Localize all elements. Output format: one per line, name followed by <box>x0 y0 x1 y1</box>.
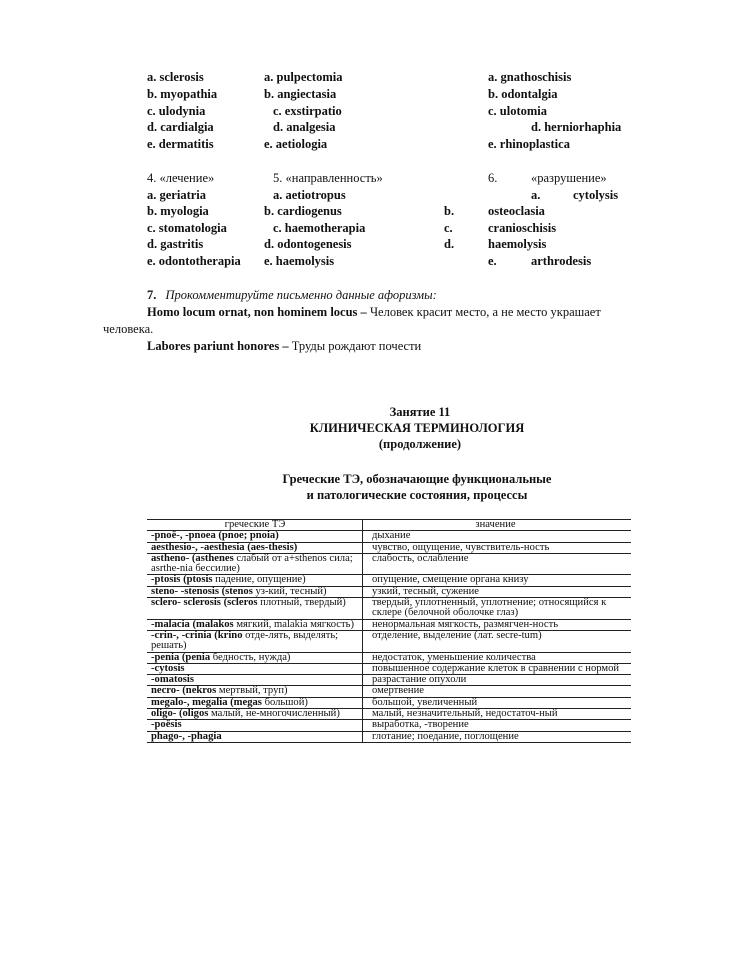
option-6b-letter: b. <box>444 204 455 218</box>
term-text: -penia (penia <box>151 651 211 663</box>
term-text: -ptosis (ptosis <box>151 574 213 586</box>
table-row <box>147 697 631 708</box>
aphorism-1-latin: Homo locum ornat, non hominem locus – <box>147 305 367 319</box>
meaning-cell: разрастание опухоли <box>363 675 632 686</box>
term-text: sclero- sclerosis (scleros <box>151 597 258 609</box>
meaning-cell: большой, увеличенный <box>363 697 632 708</box>
table-row <box>147 675 631 686</box>
section-heading-line2: и патологические состояния, процессы <box>306 488 528 502</box>
term-text: -cytosis <box>151 662 185 674</box>
option-6d: haemolysis <box>488 237 547 251</box>
option-1d: d. cardialgia <box>147 120 214 134</box>
group-heading-4: 4. «лечение» <box>147 171 215 185</box>
option-5d: d. odontogenesis <box>264 237 352 251</box>
table-row <box>147 709 631 720</box>
option-6a-letter: a. <box>531 188 541 202</box>
group-heading-6: «разрушение» <box>531 171 607 185</box>
term-text: -crin-, -crinia (krino <box>151 629 243 641</box>
term-text: steno- -stenosis (stenos <box>151 585 253 597</box>
term-gloss: слабый от a+sthenos сила; asrthe-nia бессилие) <box>151 552 353 575</box>
option-5b: b. cardiogenus <box>264 204 342 218</box>
term-cell <box>147 598 363 620</box>
option-4e: e. odontotherapia <box>147 254 241 268</box>
aphorism-1-translation-cont: человека. <box>103 322 154 336</box>
term-text: -malacia (malakos <box>151 618 234 630</box>
meaning-cell: дыхание <box>363 531 632 542</box>
meaning-cell: ненормальная мягкость, размягчен-ность <box>363 619 632 630</box>
table-row <box>147 686 631 697</box>
option-3d: d. herniorhaphia <box>531 120 622 134</box>
table-row <box>147 619 631 630</box>
table-row <box>147 652 631 663</box>
aphorism-2-translation: Труды рождают почести <box>291 339 422 353</box>
table-row <box>147 553 631 575</box>
term-gloss: плотный, твердый) <box>257 597 346 609</box>
term-cell <box>147 697 363 708</box>
meaning-cell: слабость, ослабление <box>363 553 632 575</box>
meaning-cell: чувство, ощущение, чувствитель-ность <box>363 542 632 553</box>
option-6b: osteoclasia <box>488 204 545 218</box>
term-cell <box>147 675 363 686</box>
term-cell <box>147 720 363 731</box>
term-cell <box>147 553 363 575</box>
option-6c-letter: c. <box>444 221 453 235</box>
meaning-cell: отделение, выделение (лат. secre-tum) <box>363 630 632 652</box>
meaning-cell: глотание; поедание, поглощение <box>363 731 632 742</box>
option-1e: e. dermatitis <box>147 137 214 151</box>
option-2e: e. aetiologia <box>264 137 328 151</box>
term-gloss: малый, не-многочисленный) <box>208 708 340 720</box>
term-text: megalo-, megalia (megas <box>151 696 262 708</box>
option-4d: d. gastritis <box>147 237 204 251</box>
table-row <box>147 575 631 586</box>
table-row <box>147 542 631 553</box>
term-gloss: большой) <box>261 696 308 708</box>
table-row <box>147 598 631 620</box>
lesson-title: Занятие 11 <box>389 405 451 419</box>
term-cell <box>147 619 363 630</box>
option-6a: cytolysis <box>573 188 619 202</box>
term-cell <box>147 542 363 553</box>
option-3a: a. gnathoschisis <box>488 70 572 84</box>
table-header-row <box>147 520 631 531</box>
term-text: phago-, -phagia <box>151 730 222 742</box>
option-6c: cranioschisis <box>488 221 557 235</box>
terms-table <box>147 519 631 743</box>
option-4b: b. myologia <box>147 204 209 218</box>
option-5e: e. haemolysis <box>264 254 335 268</box>
header-terms: греческие ТЭ <box>147 520 363 531</box>
group-heading-5: 5. «направленность» <box>273 171 383 185</box>
option-2c: c. exstirpatio <box>273 104 342 118</box>
meaning-cell: повышенное содержание клеток в сравнении с нормой <box>363 663 632 674</box>
option-2a: a. pulpectomia <box>264 70 343 84</box>
option-3b: b. odontalgia <box>488 87 558 101</box>
meaning-cell: омертвение <box>363 686 632 697</box>
term-cell <box>147 686 363 697</box>
header-meaning: значение <box>363 520 632 531</box>
term-cell <box>147 531 363 542</box>
table-row <box>147 630 631 652</box>
option-1a: a. sclerosis <box>147 70 204 84</box>
meaning-cell: опущение, смещение органа книзу <box>363 575 632 586</box>
option-2d: d. analgesia <box>273 120 336 134</box>
exercise-number: 7. <box>147 288 157 302</box>
term-text: necro- (nekros <box>151 685 217 697</box>
option-4a: a. geriatria <box>147 188 207 202</box>
option-5c: c. haemotherapia <box>273 221 366 235</box>
term-cell <box>147 575 363 586</box>
table-row <box>147 586 631 597</box>
option-4c: c. stomatologia <box>147 221 227 235</box>
term-cell <box>147 731 363 742</box>
meaning-cell: узкий, тесный, сужение <box>363 586 632 597</box>
term-cell <box>147 663 363 674</box>
exercise-task: Прокомментируйте письменно данные афоризмы: <box>165 288 437 302</box>
option-6e-letter: e. <box>488 254 497 268</box>
lesson-note: (продолжение) <box>378 437 462 451</box>
term-gloss: мягкий, malakia мягкость) <box>233 618 354 630</box>
option-1c: c. ulodynia <box>147 104 206 118</box>
term-gloss: уз-кий, тесный) <box>252 585 327 597</box>
group-heading-6-number: 6. <box>488 171 498 185</box>
meaning-cell: недостаток, уменьшение количества <box>363 652 632 663</box>
term-text: -poёsis <box>151 719 182 731</box>
table-row <box>147 531 631 542</box>
section-heading-line1: Греческие ТЭ, обозначающие функциональные <box>282 472 552 486</box>
term-text: -pnoё-, -pnoea (pnoe; pnoia) <box>151 530 279 542</box>
option-6d-letter: d. <box>444 237 455 251</box>
term-cell <box>147 709 363 720</box>
option-5a: a. aetiotropus <box>273 188 346 202</box>
meaning-cell: твердый, уплотненный, уплотнение; относящийся к склере (белочной оболочке глаз) <box>363 598 632 620</box>
term-text: oligo- (oligos <box>151 708 209 720</box>
option-6e: arthrodesis <box>531 254 592 268</box>
meaning-cell: выработка, -творение <box>363 720 632 731</box>
option-2b: b. angiectasia <box>264 87 337 101</box>
term-gloss: падение, опущение) <box>212 574 306 586</box>
meaning-cell: малый, незначительный, недостаточ-ный <box>363 709 632 720</box>
term-text: -omatosis <box>151 674 194 686</box>
option-1b: b. myopathia <box>147 87 218 101</box>
option-3e: e. rhinoplastica <box>488 137 570 151</box>
term-gloss: отде-лять, выделять; решать) <box>151 629 339 652</box>
aphorism-2-latin: Labores pariunt honores – <box>147 339 289 353</box>
table-row <box>147 731 631 742</box>
term-cell <box>147 652 363 663</box>
aphorism-1-translation: Человек красит место, а не место украшает <box>369 305 601 319</box>
term-cell <box>147 586 363 597</box>
lesson-subtitle: КЛИНИЧЕСКАЯ ТЕРМИНОЛОГИЯ <box>309 421 525 435</box>
term-gloss: бедность, нужда) <box>210 651 291 663</box>
term-text: aesthesio-, -aesthesia (aes-thesis) <box>151 541 298 553</box>
term-gloss: мертвый, труп) <box>216 685 288 697</box>
term-text: astheno- (asthenes <box>151 552 234 564</box>
table-row <box>147 663 631 674</box>
option-3c: c. ulotomia <box>488 104 548 118</box>
table-row <box>147 720 631 731</box>
term-cell <box>147 630 363 652</box>
